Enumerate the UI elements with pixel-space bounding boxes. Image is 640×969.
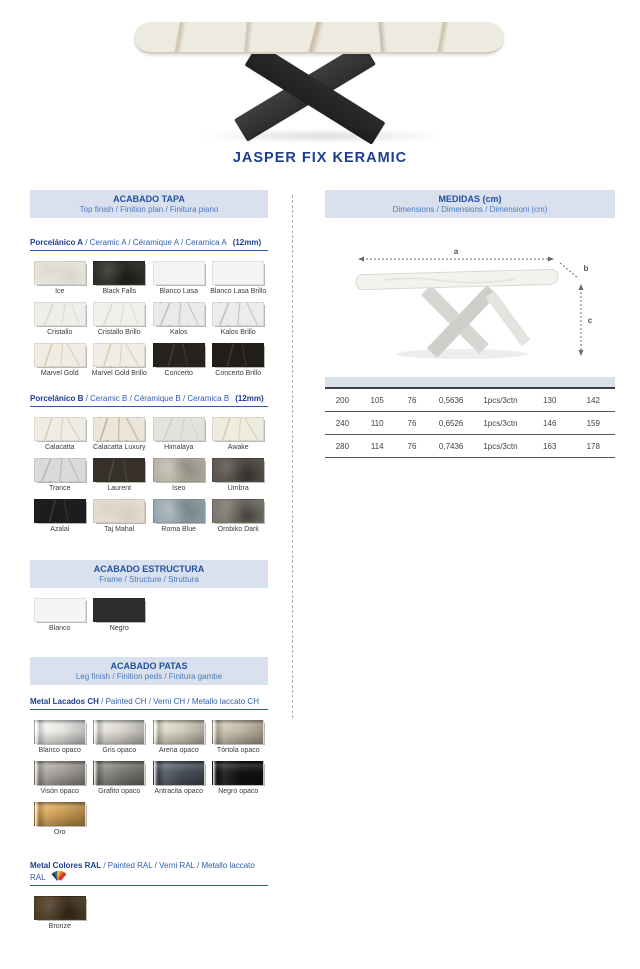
arrow-up-icon xyxy=(579,284,584,290)
swatch-color xyxy=(153,499,205,523)
dimensions-column xyxy=(325,190,615,458)
swatch-label: Iseo xyxy=(172,485,186,493)
group-label-rest: / Painted RAL / Verni RAL / Metallo laccato RAL xyxy=(30,861,255,883)
swatch-item xyxy=(209,761,269,796)
swatch-item xyxy=(30,896,90,931)
section-header-legs xyxy=(30,657,268,685)
swatch-item xyxy=(149,499,209,534)
swatch-item xyxy=(209,458,269,493)
swatch-item xyxy=(149,720,209,755)
swatch-color xyxy=(34,343,86,367)
group-label-ceramic-a xyxy=(30,238,268,251)
swatch-label: Negro opaco xyxy=(218,788,259,796)
cell-c: 76 xyxy=(395,412,430,435)
swatch-label: Blanco Lasa Brillo xyxy=(210,288,267,295)
dimensions-table-row xyxy=(325,412,615,435)
section-title: MEDIDAS (cm) xyxy=(438,194,502,204)
swatch-label: Marvel Gold xyxy=(40,370,79,378)
cell-c: 76 xyxy=(395,388,430,412)
swatch-item xyxy=(209,261,269,296)
swatch-label: Black Falls xyxy=(102,288,137,295)
swatch-item xyxy=(30,761,90,796)
section-header-dimensions xyxy=(325,190,615,218)
section-header-top-finish xyxy=(30,190,268,218)
swatch-color xyxy=(34,720,86,744)
dimensions-table-header-cell xyxy=(473,377,528,388)
swatch-color xyxy=(93,598,145,622)
cell-cbm: 0,5636 xyxy=(429,388,473,412)
dimensions-table-header-cell xyxy=(395,377,430,388)
section-header-structure xyxy=(30,560,268,588)
swatch-color xyxy=(93,761,145,785)
swatch-item xyxy=(90,417,150,452)
swatch-color xyxy=(93,499,145,523)
cell-pcs: 1pcs/3ctn xyxy=(473,435,528,458)
cell-kg-nw: 146 xyxy=(528,412,572,435)
swatch-label: Orobiko Dark xyxy=(217,526,259,534)
swatch-label: Calacatta Luxury xyxy=(92,444,146,452)
swatch-label: Roma Blue xyxy=(161,526,197,534)
diagram-floor-shadow xyxy=(396,349,528,359)
swatch-color xyxy=(34,761,86,785)
swatch-color xyxy=(93,302,145,326)
dimensions-table-header-cell xyxy=(571,377,615,388)
dimension-label-a: a xyxy=(453,247,459,256)
swatch-item xyxy=(30,261,90,296)
group-label-rest: / Ceramic B / Céramique B / Ceramica B xyxy=(83,394,230,404)
swatch-color xyxy=(93,261,145,285)
swatch-item xyxy=(30,417,90,452)
swatch-label: Blanco opaco xyxy=(38,747,81,755)
group-label-bold: Porcelánico B xyxy=(30,394,84,404)
cell-a: 240 xyxy=(325,412,360,435)
swatch-color xyxy=(93,417,145,441)
swatch-color xyxy=(153,261,205,285)
swatch-item xyxy=(209,720,269,755)
swatch-color xyxy=(212,720,264,744)
swatch-color xyxy=(34,458,86,482)
swatch-grid-ceramic-b xyxy=(30,417,268,534)
cell-pcs: 1pcs/3ctn xyxy=(473,412,528,435)
arrow-right-icon xyxy=(548,257,554,262)
swatch-color xyxy=(212,458,264,482)
section-title: ACABADO PATAS xyxy=(110,661,188,672)
cell-c: 76 xyxy=(395,435,430,458)
swatch-grid-ceramic-a xyxy=(30,261,268,378)
swatch-label: Visón opaco xyxy=(40,788,79,796)
swatch-item xyxy=(209,302,269,337)
swatch-color xyxy=(212,417,264,441)
swatch-label: Negro xyxy=(109,625,129,633)
dimensions-table-header-cell xyxy=(360,377,395,388)
swatch-label: Antracita opaco xyxy=(154,788,204,796)
cell-b: 105 xyxy=(360,388,395,412)
finishes-column xyxy=(30,190,268,932)
dimension-label-c: c xyxy=(587,316,593,325)
table-top-marble xyxy=(134,22,504,54)
swatch-label: Gris opaco xyxy=(102,747,137,755)
swatch-label: Ice xyxy=(55,288,65,295)
swatch-color xyxy=(212,343,264,367)
swatch-item xyxy=(90,720,150,755)
swatch-item xyxy=(149,343,209,378)
group-label-rest: / Painted CH / Verni CH / Metallo laccato CH xyxy=(98,697,259,707)
swatch-color xyxy=(212,302,264,326)
swatch-label: Himalaya xyxy=(164,444,194,452)
swatch-item xyxy=(149,417,209,452)
swatch-label: Bronze xyxy=(48,923,71,931)
swatch-label: Grafito opaco xyxy=(98,788,141,796)
swatch-label: Concerto xyxy=(164,370,193,378)
dimensions-table-header-cell xyxy=(325,377,360,388)
swatch-color xyxy=(153,720,205,744)
section-title: ACABADO ESTRUCTURA xyxy=(93,564,205,575)
swatch-item xyxy=(209,499,269,534)
swatch-color xyxy=(153,761,205,785)
cell-kg-gw: 178 xyxy=(571,435,615,458)
swatch-item xyxy=(30,598,90,633)
group-label-bold: Metal Lacados CH xyxy=(30,697,99,707)
swatch-label: Umbra xyxy=(227,485,249,493)
cell-kg-nw: 130 xyxy=(528,388,572,412)
swatch-item xyxy=(90,261,150,296)
swatch-label: Blanco xyxy=(49,625,71,633)
swatch-label: Trance xyxy=(48,485,71,493)
cell-a: 200 xyxy=(325,388,360,412)
swatch-color xyxy=(34,499,86,523)
page-title: JASPER FIX KERAMIC xyxy=(232,150,408,166)
ral-color-fan-icon xyxy=(51,870,67,882)
diagram-leg-back xyxy=(490,294,526,343)
swatch-color xyxy=(93,720,145,744)
swatch-label: Marvel Gold Brillo xyxy=(91,370,147,378)
swatch-color xyxy=(93,458,145,482)
product-photo xyxy=(128,6,512,146)
cell-cbm: 0,7436 xyxy=(429,435,473,458)
swatch-item xyxy=(209,417,269,452)
swatch-label: Oro xyxy=(53,829,66,837)
swatch-item xyxy=(30,458,90,493)
swatch-label: Taj Mahal xyxy=(104,526,135,534)
swatch-label: Cristallo xyxy=(47,329,73,337)
swatch-label: Awake xyxy=(227,444,249,452)
swatch-label: Arena opaco xyxy=(158,747,199,755)
swatch-item xyxy=(30,720,90,755)
group-label-thickness: (12mm) xyxy=(235,394,264,404)
group-label-metal-ch xyxy=(30,697,268,710)
swatch-label: Blanco Lasa xyxy=(159,288,199,295)
dimensions-diagram xyxy=(344,242,596,364)
swatch-item xyxy=(90,458,150,493)
group-label-bold: Porcelánico A xyxy=(30,238,84,247)
swatch-label: Calacatta xyxy=(44,444,75,452)
dimension-line-b xyxy=(560,263,578,278)
dimensions-table-row xyxy=(325,435,615,458)
cell-b: 114 xyxy=(360,435,395,458)
swatch-color xyxy=(34,802,86,826)
swatch-color xyxy=(153,343,205,367)
group-label-ceramic-b xyxy=(30,394,268,407)
swatch-grid-metal-ch xyxy=(30,720,268,837)
arrow-down-icon xyxy=(579,350,584,356)
swatch-label: Cristallo Brillo xyxy=(97,329,141,337)
dimensions-table-header-cell xyxy=(528,377,572,388)
swatch-item xyxy=(90,761,150,796)
swatch-grid-metal-ral xyxy=(30,896,268,931)
swatch-item xyxy=(90,598,150,633)
swatch-item xyxy=(90,343,150,378)
group-label-bold: Metal Colores RAL xyxy=(30,861,102,871)
section-subtitle: Frame / Structure / Struttura xyxy=(99,575,199,585)
swatch-item xyxy=(149,458,209,493)
dimension-label-b: b xyxy=(583,264,589,273)
swatch-grid-structure xyxy=(30,598,268,633)
swatch-color xyxy=(153,302,205,326)
group-label-metal-ral xyxy=(30,861,268,886)
swatch-label: Kalos xyxy=(169,329,188,337)
swatch-color xyxy=(93,343,145,367)
swatch-item xyxy=(90,302,150,337)
swatch-label: Laurent xyxy=(107,485,132,493)
swatch-item xyxy=(209,343,269,378)
cell-kg-gw: 159 xyxy=(571,412,615,435)
dimensions-table xyxy=(325,377,615,458)
swatch-color xyxy=(212,261,264,285)
swatch-item xyxy=(30,343,90,378)
cell-a: 280 xyxy=(325,435,360,458)
swatch-color xyxy=(212,499,264,523)
cell-kg-gw: 142 xyxy=(571,388,615,412)
section-title: ACABADO TAPA xyxy=(113,194,185,204)
dimensions-table-header-cell xyxy=(429,377,473,388)
swatch-item xyxy=(30,302,90,337)
floor-shadow xyxy=(198,130,448,142)
cell-cbm: 0,6526 xyxy=(429,412,473,435)
dimensions-table-header-row xyxy=(325,377,615,388)
swatch-label: Tórtola opaco xyxy=(216,747,260,755)
arrow-left-icon xyxy=(358,257,364,262)
swatch-item xyxy=(149,761,209,796)
swatch-label: Kalos Brillo xyxy=(220,329,256,337)
section-subtitle: Leg finish / Finition peds / Finitura gambe xyxy=(75,672,223,682)
swatch-item xyxy=(30,499,90,534)
swatch-color xyxy=(34,417,86,441)
dimensions-table-row xyxy=(325,388,615,412)
swatch-item xyxy=(90,499,150,534)
swatch-color xyxy=(34,302,86,326)
cell-pcs: 1pcs/3ctn xyxy=(473,388,528,412)
swatch-item xyxy=(30,802,90,837)
swatch-label: Azalai xyxy=(50,526,70,534)
swatch-color xyxy=(153,458,205,482)
cell-b: 110 xyxy=(360,412,395,435)
swatch-color xyxy=(212,761,264,785)
swatch-item xyxy=(149,261,209,296)
swatch-color xyxy=(153,417,205,441)
swatch-item xyxy=(149,302,209,337)
swatch-color xyxy=(34,598,86,622)
cell-kg-nw: 163 xyxy=(528,435,572,458)
section-subtitle: Top finish / Finition plan / Finitura piano xyxy=(79,205,219,214)
swatch-color xyxy=(34,896,86,920)
group-label-thickness: (12mm) xyxy=(232,238,262,247)
section-subtitle: Dimensions / Dimensions / Dimensioni (cm) xyxy=(392,205,548,214)
column-divider xyxy=(292,195,293,718)
group-label-rest: / Ceramic A / Céramique A / Ceramica A xyxy=(83,238,227,247)
swatch-color xyxy=(34,261,86,285)
dimensions-diagram-wrap xyxy=(325,242,615,369)
swatch-label: Concerto Brillo xyxy=(215,370,262,378)
